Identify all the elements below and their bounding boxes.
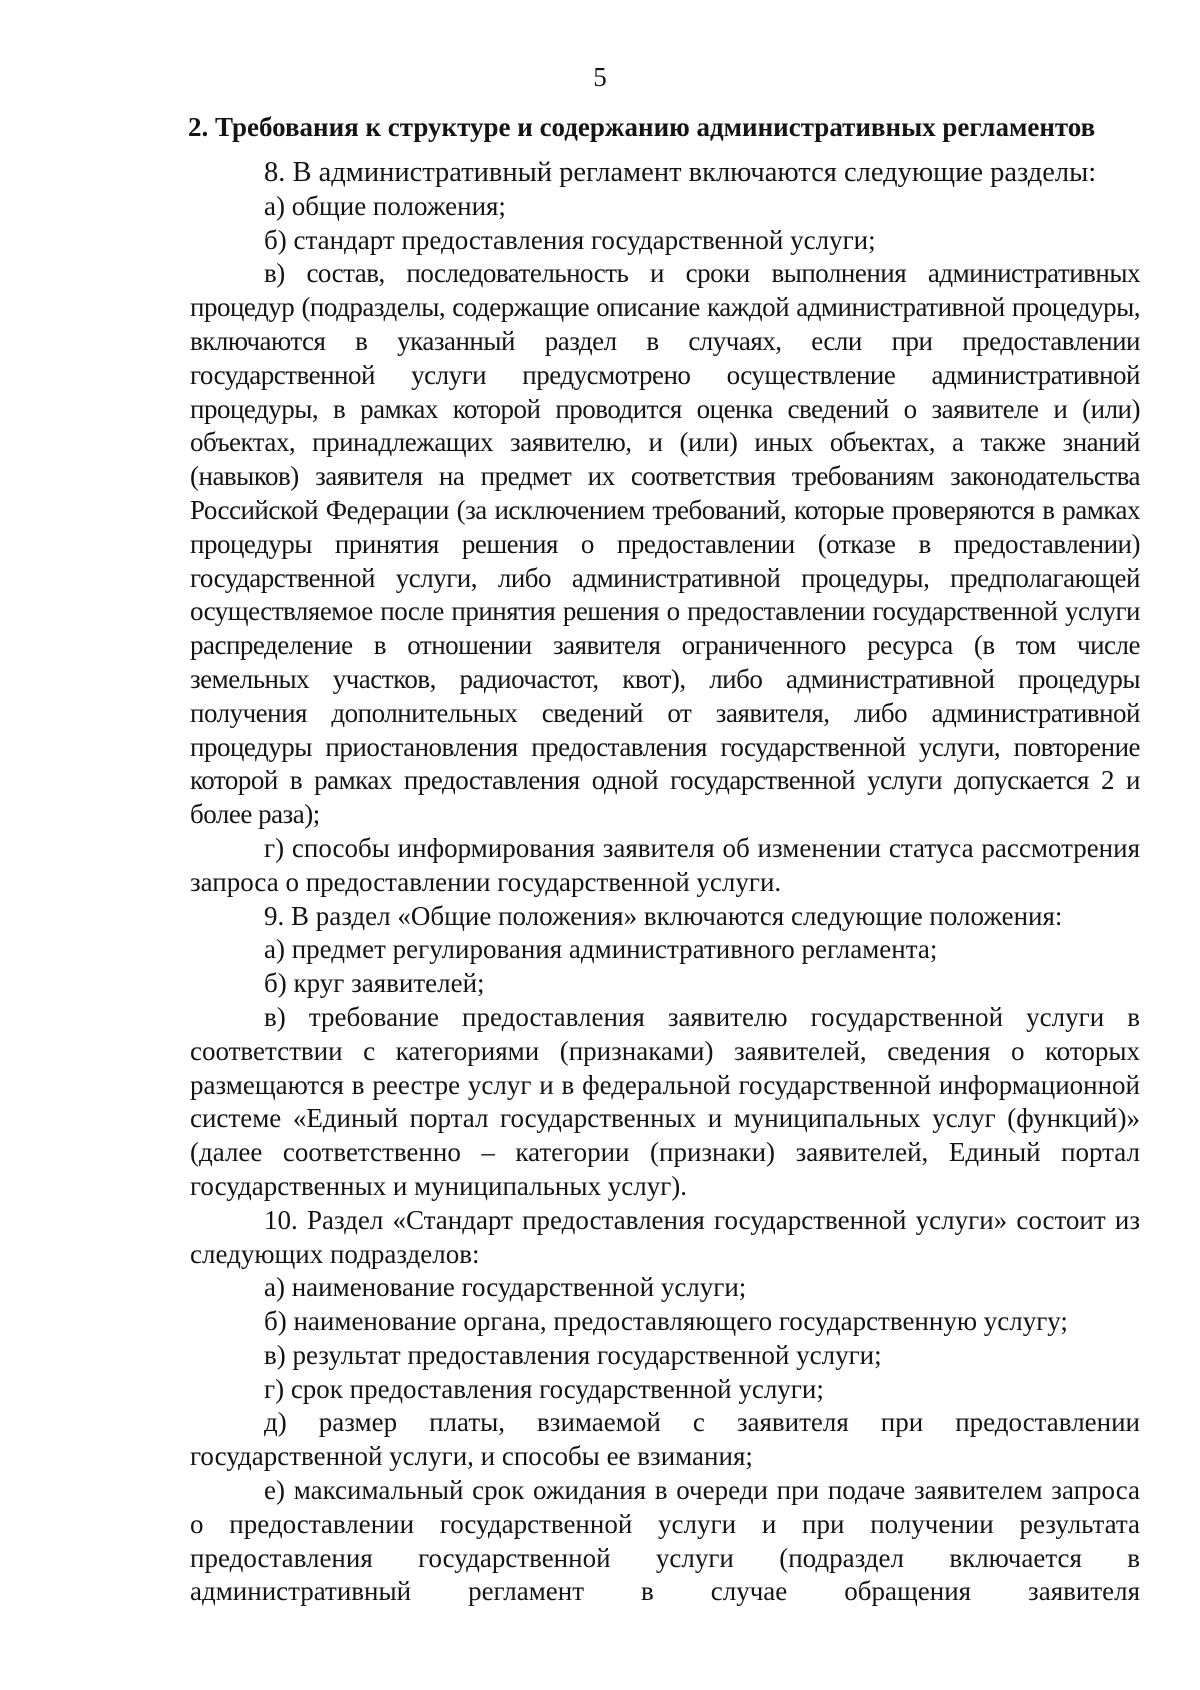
page-number: 5	[593, 62, 607, 92]
paragraph-10: 10. Раздел «Стандарт предоставления государственной услуги» состоит из следующих подразделов:	[190, 1204, 1140, 1269]
list-item-10d: д) размер платы, взимаемой с заявителя при предоставлении государственной услуги, и способы ее взимания;	[190, 1407, 1140, 1472]
paragraph-9: 9. В раздел «Общие положения» включаются следующие положения:	[264, 900, 1063, 931]
list-item-10e: е) максимальный срок ожидания в очереди при подаче заявителем запроса о предоставлении государственной услуги и при получении результата предоставления государственной услуги (подраздел включается в административный регламент в случае обращения заявителя	[190, 1475, 1140, 1607]
list-item-10a: а) наименование государственной услуги;	[264, 1272, 747, 1303]
document-body	[190, 156, 1140, 1609]
list-item-10b: б) наименование органа, предоставляющего государственную услугу;	[264, 1306, 1068, 1337]
paragraph-8: 8. В административный регламент включаются следующие разделы:	[264, 157, 1097, 188]
section-heading: 2. Требования к структуре и содержанию административных регламентов	[188, 112, 1096, 142]
list-item-8a: а) общие положения;	[264, 190, 506, 221]
list-item-8v: в) состав, последовательность и сроки выполнения административных процедур (подразделы, содержащие описание каждой административной процедуры, включаются в указанный раздел в случаях, если при предоставлении государственной услуги предусмотрено осуществление административной процедуры, в рамках которой проводится оценка сведений о заявителе и (или) объектах, принадлежащих заявителю, и (или) иных объектах, а также знаний (навыков) заявителя на предмет их соответствия требованиям законодательства Российской Федерации (за исключением требований, которые проверяются в рамках процедуры принятия решения о предоставлении (отказе в предоставлении) государственной услуги, либо административной процедуры, предполагающей осуществляемое после принятия решения о предоставлении государственной услуги распределение в отношении заявителя ограниченного ресурса (в том числе земельных участков, радиочастот, квот), либо административной процедуры получения дополнительных сведений от заявителя, либо административной процедуры приостановления предоставления государственной услуги, повторение которой в рамках предоставления одной государственной услуги допускается 2 и более раза);	[190, 258, 1140, 830]
list-item-9a: а) предмет регулирования административного регламента;	[264, 934, 938, 965]
list-item-8g: г) способы информирования заявителя об изменении статуса рассмотрения запроса о предоставлении государственной услуги.	[190, 832, 1140, 897]
list-item-9b: б) круг заявителей;	[264, 968, 485, 999]
list-item-10g: г) срок предоставления государственной услуги;	[264, 1373, 824, 1404]
list-item-9v: в) требование предоставления заявителю государственной услуги в соответствии с категориями (признаками) заявителей, сведения о которых размещаются в реестре услуг и в федеральной государственной информационной системе «Единый портал государственных и муниципальных услуг (функций)» (далее соответственно – категории (признаки) заявителей, Единый портал государственных и муниципальных услуг).	[190, 1001, 1140, 1201]
list-item-10v: в) результат предоставления государственной услуги;	[264, 1339, 882, 1370]
list-item-8b: б) стандарт предоставления государственной услуги;	[264, 224, 876, 255]
